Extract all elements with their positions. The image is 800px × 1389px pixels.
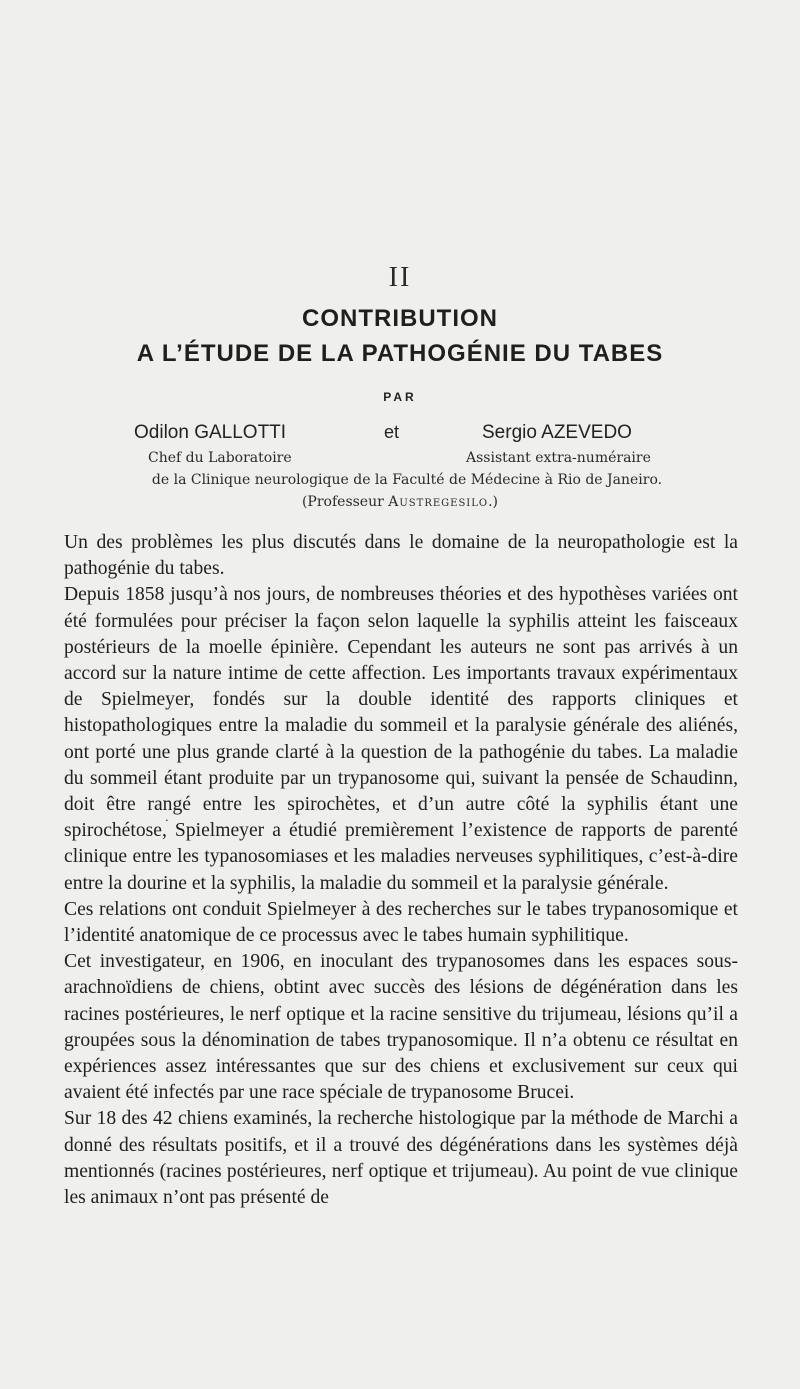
body-text [64, 530, 738, 1211]
by-label: PAR [383, 390, 417, 404]
author-1-role: Chef du Laboratoire [148, 450, 292, 466]
chapter-number: II [388, 262, 412, 293]
author-2-name: Sergio AZEVEDO [482, 422, 632, 443]
paragraph-3: Ces relations ont conduit Spielmeyer à des recherches sur le tabes trypanosomique et l’identité anatomique de ce processus avec le tabes humain syphilitique. [64, 898, 738, 947]
title-line-1: CONTRIBUTION [302, 305, 498, 332]
author-2-role: Assistant extra-numéraire [466, 450, 651, 466]
professor-line [0, 494, 800, 510]
professor-name: Austregesilo [388, 494, 489, 510]
paragraph-1: Un des problèmes les plus discutés dans le domaine de la neuropathologie est la pathogénie du tabes. [64, 532, 738, 580]
author-conjunction: et [384, 422, 400, 442]
affiliation: de la Clinique neurologique de la Faculté de Médecine à Rio de Janeiro. [151, 472, 663, 488]
professor-suffix: .) [488, 494, 499, 510]
title-line-2: A L’ÉTUDE DE LA PATHOGÉNIE DU TABES [136, 340, 664, 367]
paragraph-4: Cet investigateur, en 1906, en inoculant des trypanosomes dans les espaces sous-arachnoïdiens de chiens, obtint avec succès des lésions de dégénération dans les racines postérieures, le nerf optique et la racine sensitive du trijumeau, lésions qu’il a groupées sous la dénomination de tabes trypanosomique. Il n’a obtenu ce résultat en expériences assez intéressantes que sur des chiens et exclusivement sur ceux qui avaient été infectés par une race spéciale de trypanosome Brucei. [64, 951, 738, 1104]
paragraph-5: Sur 18 des 42 chiens examinés, la recherche histologique par la méthode de Marchi a donné des résultats positifs, et il a trouvé des dégénérations dans les systèmes déjà mentionnés (racines postérieures, nerf optique et trijumeau). Au point de vue clinique les animaux n’ont pas présenté de [64, 1108, 738, 1209]
paragraph-2: Depuis 1858 jusqu’à nos jours, de nombreuses théories et des hypothèses variées ont été formulées pour préciser la façon selon laquelle la syphilis atteint les faisceaux postérieurs de la moelle épinière. Cependant les auteurs ne sont pas arrivés à un accord sur la nature intime de cette affection. Les importants travaux expérimentaux de Spielmeyer, fondés sur la double identité des rapports cliniques et histopathologiques entre la maladie du sommeil et la paralysie générale des aliénés, ont porté une plus grande clarté à la question de la pathogénie du tabes. La maladie du sommeil étant produite par un trypanosome qui, suivant la pensée de Schaudinn, doit être rangé entre les spirochètes, et d’un autre côté la syphilis étant une spirochétose,ׄ Spielmeyer a étudié premièrement l’existence de rapports de parenté clinique entre les typanosomiases et les maladies nerveuses syphilitiques, c’est-à-dire entre la dourine et la syphilis, la maladie du sommeil et la paralysie générale. [64, 584, 738, 894]
professor-prefix: (Professeur [301, 494, 389, 510]
author-1-name: Odilon GALLOTTI [134, 422, 287, 443]
